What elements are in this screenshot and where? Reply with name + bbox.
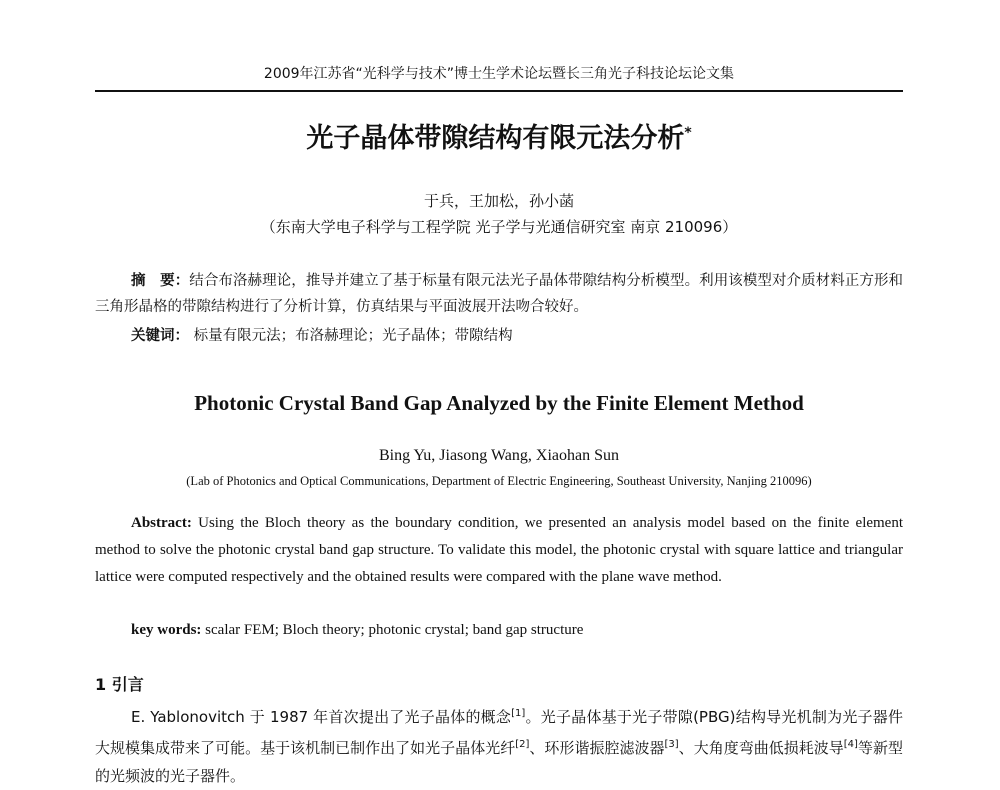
intro-text-3: 、环形谐振腔滤波器 <box>529 739 665 757</box>
chinese-keywords <box>131 324 903 348</box>
english-keywords-text: scalar FEM; Bloch theory; photonic crystal; band gap structure <box>205 622 584 638</box>
english-title: Photonic Crystal Band Gap Analyzed by the Finite Element Method <box>194 391 804 415</box>
english-abstract-text: Using the Bloch theory as the boundary condition, we presented an analysis model based on the finite element method to solve the photonic crystal band gap structure. To validate this model, the photonic crystal with square lattice and triangular lattice were computed respectively and the obtained results were compared with the plane wave method. <box>95 515 904 585</box>
intro-text-5: 等新型的光频波的光子器件。 <box>95 739 903 785</box>
english-abstract-label: Abstract: <box>131 515 192 531</box>
english-keywords-label: key words: <box>131 622 202 638</box>
citation-2: [2] <box>515 739 530 750</box>
intro-text-2: 。光子晶体基于光子带隙(PBG)结构导光机制为光子器件大规模集成带来了可能。基于该机制已制作出了如光子晶体光纤 <box>95 708 904 757</box>
english-keywords <box>131 618 903 642</box>
chinese-abstract-label: 摘 要： <box>131 273 190 289</box>
header-rule <box>95 90 903 92</box>
section-heading-introduction: 1 引言 <box>95 675 144 694</box>
chinese-affiliation: （东南大学电子科学与工程学院 光子学与光通信研究室 南京 210096） <box>260 218 738 236</box>
chinese-keywords-label: 关键词： <box>131 328 189 344</box>
intro-text-4: 、大角度弯曲低损耗波导 <box>678 739 844 757</box>
citation-4: [4] <box>843 739 858 750</box>
chinese-title <box>95 114 903 158</box>
title-footnote-mark: * <box>684 125 692 141</box>
chinese-keywords-text: 标量有限元法；布洛赫理论；光子晶体；带隙结构 <box>193 328 513 344</box>
chinese-abstract-text: 结合布洛赫理论，推导并建立了基于标量有限元法光子晶体带隙结构分析模型。利用该模型对介质材料正方形和三角形晶格的带隙结构进行了分析计算，仿真结果与平面波展开法吻合较好。 <box>95 273 904 315</box>
english-authors: Bing Yu, Jiasong Wang, Xiaohan Sun <box>378 447 620 464</box>
chinese-abstract <box>95 268 903 320</box>
citation-1: [1] <box>511 708 526 719</box>
running-head: 2009年江苏省“光科学与技术”博士生学术论坛暨长三角光子科技论坛论文集 <box>263 66 735 82</box>
english-abstract <box>95 510 903 591</box>
introduction-paragraph <box>95 700 903 790</box>
english-affiliation: (Lab of Photonics and Optical Communications, Department of Electric Engineering, Southeast University, Nanjing 210096) <box>186 474 812 488</box>
intro-text-1: E. Yablonovitch 于 1987 年首次提出了光子晶体的概念 <box>131 708 512 726</box>
chinese-title-text: 光子晶体带隙结构有限元法分析 <box>306 123 685 154</box>
chinese-authors: 于兵，王加松，孙小菡 <box>423 192 574 210</box>
citation-3: [3] <box>664 739 679 750</box>
